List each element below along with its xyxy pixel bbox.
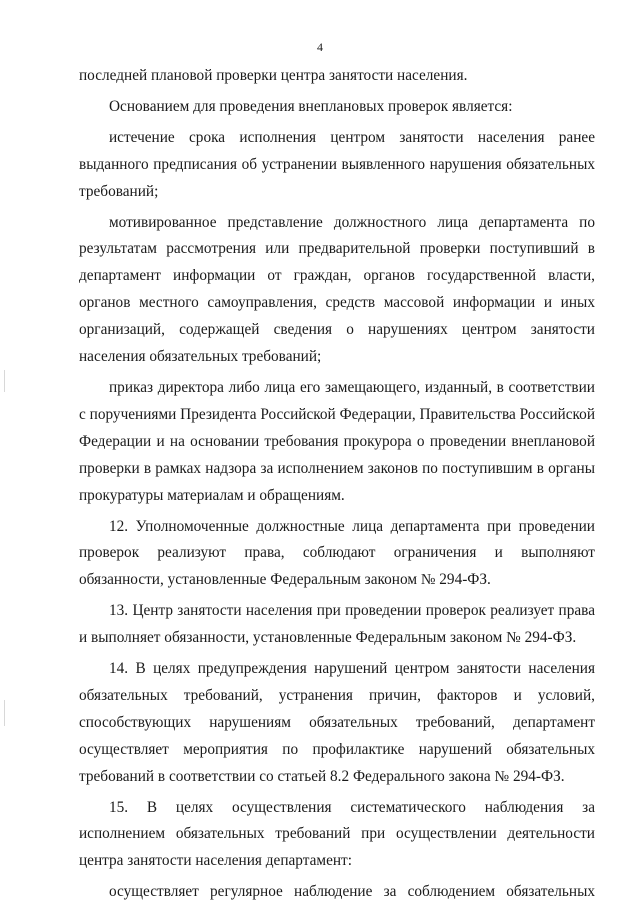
scan-edge-mark-top bbox=[4, 370, 5, 392]
paragraph-item-12: 12. Уполномоченные должностные лица департамента при проведении проверок реализуют права, соблюдают ограничения и выполняют обязанности, установленные Федеральным законом № 294-ФЗ. bbox=[79, 517, 595, 589]
paragraph-item-13: 13. Центр занятости населения при проведении проверок реализует права и выполняет обязанности, установленные Федеральным законом № 294-ФЗ. bbox=[79, 602, 595, 647]
scan-edge-mark-bottom bbox=[4, 700, 5, 726]
paragraph-continuation: последней плановой проверки центра занятости населения. bbox=[79, 67, 468, 84]
page-number: 4 bbox=[317, 40, 323, 54]
paragraph-ground-expiry: истечение срока исполнения центром занятости населения ранее выданного предписания об устранении выявленного нарушения обязательных требований; bbox=[79, 128, 595, 200]
paragraph-grounds-intro: Основанием для проведения внеплановых проверок является: bbox=[109, 97, 513, 115]
document-body bbox=[79, 63, 595, 906]
paragraph-monitoring: осуществляет регулярное наблюдение за соблюдением обязательных bbox=[109, 883, 595, 901]
paragraph-item-14: 14. В целях предупреждения нарушений центром занятости населения обязательных требований, устранения причин, факторов и условий, способствующих нарушениям обязательных требований, департамент осуществляет мероприятия по профилактике нарушений обязательных требований в соответствии со статьей 8.2 Федерального закона № 294-ФЗ. bbox=[79, 660, 595, 785]
paragraph-item-15: 15. В целях осуществления систематического наблюдения за исполнением обязательных требований при осуществлении деятельности центра занятости населения департамент: bbox=[79, 798, 595, 870]
paragraph-ground-order: приказ директора либо лица его замещающего, изданный, в соответствии с поручениями Президента Российской Федерации, Правительства Российской Федерации и на основании требования прокурора о проведении внеплановой проверки в рамках надзора за исполнением законов по поступившим в органы прокуратуры материалам и обращениям. bbox=[79, 378, 595, 504]
paragraph-ground-representation: мотивированное представление должностного лица департамента по результатам рассмотрения или предварительной проверки поступивший в департамент информации от граждан, органов государственной власти, органов местного самоуправления, средств массовой информации и иных организаций, содержащей сведения о нарушениях центром занятости населения обязательных требований; bbox=[79, 213, 595, 366]
